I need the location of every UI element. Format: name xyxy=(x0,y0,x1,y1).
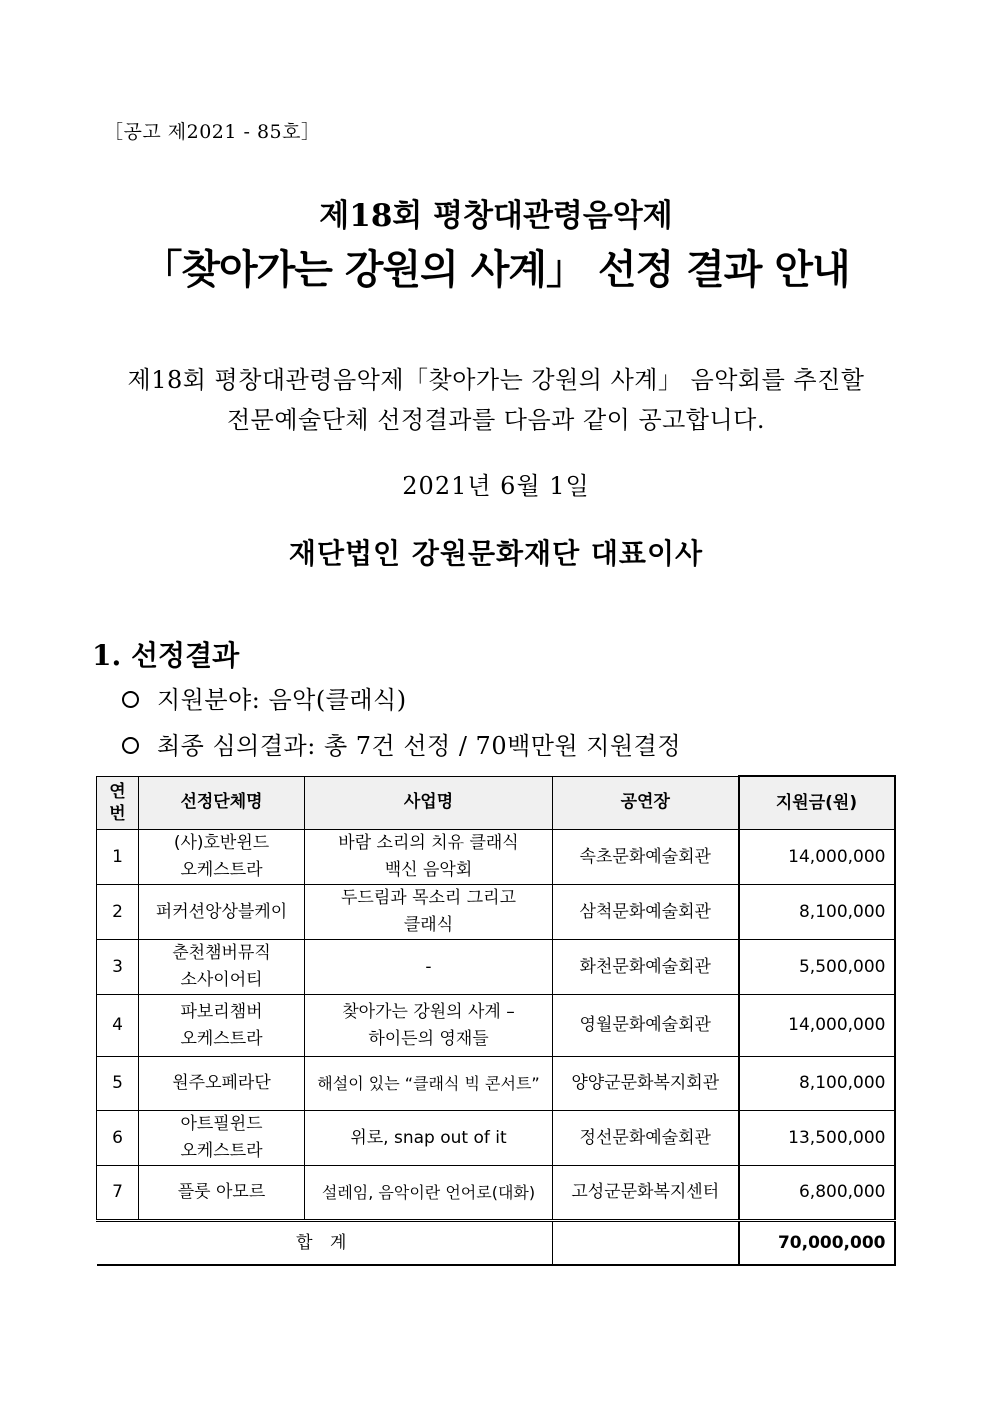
table-row xyxy=(97,995,895,1057)
group-line2: 오케스트라 xyxy=(180,1028,263,1049)
row-amount: 13,500,000 xyxy=(739,1111,895,1166)
row-no: 7 xyxy=(97,1166,139,1221)
row-venue: 속초문화예술회관 xyxy=(553,830,739,885)
header-amount: 지원금(원) xyxy=(739,776,895,830)
bullet-text: 지원분야: 음악(클래식) xyxy=(157,686,407,714)
group-line1: (사)호반윈드 xyxy=(173,833,270,853)
row-no: 6 xyxy=(97,1111,139,1166)
circle-bullet-icon xyxy=(122,691,139,708)
row-no: 4 xyxy=(97,995,139,1057)
table-row xyxy=(97,940,895,995)
project-line2: 클래식 xyxy=(403,915,454,935)
row-group: 플룻 아모르 xyxy=(139,1166,305,1221)
row-group xyxy=(139,1111,305,1166)
row-amount: 6,800,000 xyxy=(739,1166,895,1221)
project-line1: 찾아가는 강원의 사계 – xyxy=(342,1001,515,1022)
project-line1: 두드림과 목소리 그리고 xyxy=(340,888,517,908)
row-no: 2 xyxy=(97,885,139,940)
title-line2: 「찾아가는 강원의 사계」 선정 결과 안내 xyxy=(142,247,850,293)
group-line2: 소사이어티 xyxy=(180,970,263,990)
group-line1: 아트필윈드 xyxy=(180,1114,263,1134)
row-venue: 삼척문화예술회관 xyxy=(553,885,739,940)
bullet-text: 최종 심의결과: 총 7건 선정 / 70백만원 지원결정 xyxy=(157,732,682,760)
row-group xyxy=(139,995,305,1057)
total-amount: 70,000,000 xyxy=(739,1221,895,1266)
intro-line2: 전문예술단체 선정결과를 다음과 같이 공고합니다. xyxy=(226,406,765,434)
header-no-bottom: 번 xyxy=(109,803,126,824)
row-amount: 14,000,000 xyxy=(739,995,895,1057)
row-amount: 8,100,000 xyxy=(739,885,895,940)
row-amount: 14,000,000 xyxy=(739,830,895,885)
row-project xyxy=(305,885,553,940)
row-project: 설레임, 음악이란 언어로(대화) xyxy=(305,1166,553,1221)
group-line2: 오케스트라 xyxy=(180,1141,263,1161)
row-project: 위로, snap out of it xyxy=(305,1111,553,1166)
row-group xyxy=(139,940,305,995)
row-no: 5 xyxy=(97,1057,139,1111)
organization-signature: 재단법인 강원문화재단 대표이사 xyxy=(288,537,704,570)
bullet-result xyxy=(122,726,681,761)
circle-bullet-icon xyxy=(122,737,139,754)
group-line2: 오케스트라 xyxy=(180,860,263,880)
row-venue: 양양군문화복지회관 xyxy=(553,1057,739,1111)
table-header-row xyxy=(97,776,895,830)
results-table xyxy=(96,775,896,1266)
total-venue-empty xyxy=(553,1221,739,1266)
row-venue: 정선문화예술회관 xyxy=(553,1111,739,1166)
row-project xyxy=(305,995,553,1057)
notice-number: ［공고 제2021 - 85호］ xyxy=(104,121,321,143)
title-line1: 제18회 평창대관령음악제 xyxy=(319,198,673,234)
table-row xyxy=(97,1111,895,1166)
announcement-date: 2021년 6월 1일 xyxy=(402,472,590,500)
intro-line1: 제18회 평창대관령음악제「찾아가는 강원의 사계」 음악회를 추진할 xyxy=(127,366,865,394)
row-project: 해설이 있는 “클래식 빅 콘서트” xyxy=(305,1057,553,1111)
row-group: 원주오페라단 xyxy=(139,1057,305,1111)
row-no: 1 xyxy=(97,830,139,885)
header-venue: 공연장 xyxy=(553,776,739,830)
row-group: 퍼커션앙상블케이 xyxy=(139,885,305,940)
header-project: 사업명 xyxy=(305,776,553,830)
header-no xyxy=(97,776,139,830)
table-row xyxy=(97,1166,895,1221)
total-label: 합 계 xyxy=(97,1221,553,1266)
table-total-row xyxy=(97,1221,895,1266)
row-amount: 5,500,000 xyxy=(739,940,895,995)
project-line1: 바람 소리의 치유 클래식 xyxy=(338,833,519,853)
row-amount: 8,100,000 xyxy=(739,1057,895,1111)
header-group: 선정단체명 xyxy=(139,776,305,830)
project-line2: 하이든의 영재들 xyxy=(368,1028,489,1049)
row-venue: 고성군문화복지센터 xyxy=(553,1166,739,1221)
table-row xyxy=(97,830,895,885)
row-project xyxy=(305,830,553,885)
group-line1: 파보리챔버 xyxy=(180,1001,263,1022)
row-venue: 영월문화예술회관 xyxy=(553,995,739,1057)
row-venue: 화천문화예술회관 xyxy=(553,940,739,995)
header-no-top: 연 xyxy=(109,781,126,802)
table-row xyxy=(97,885,895,940)
row-group xyxy=(139,830,305,885)
section-title: 1. 선정결과 xyxy=(92,639,240,672)
row-no: 3 xyxy=(97,940,139,995)
bullet-field xyxy=(122,680,407,715)
table-row xyxy=(97,1057,895,1111)
group-line1: 춘천챔버뮤직 xyxy=(172,943,271,963)
row-project: - xyxy=(305,940,553,995)
project-line2: 백신 음악회 xyxy=(384,860,473,880)
